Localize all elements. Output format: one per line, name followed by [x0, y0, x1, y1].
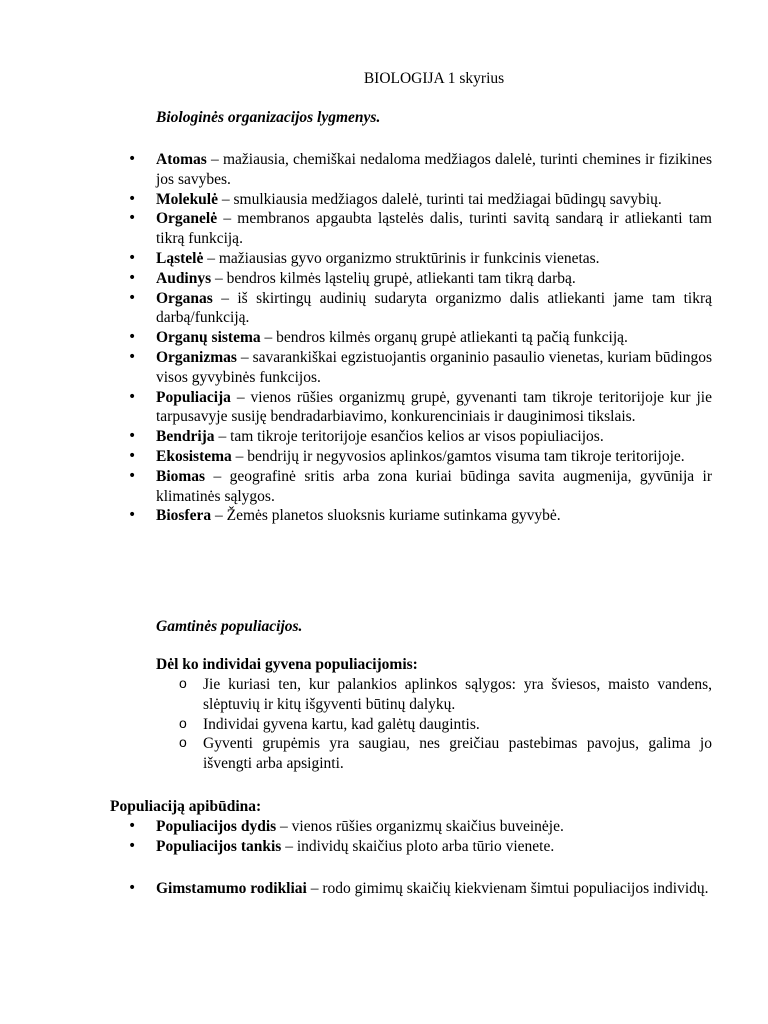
term: Organelė: [156, 210, 218, 228]
organization-levels-list: [156, 150, 712, 526]
list-item: [156, 190, 712, 210]
definition: – bendrijų ir negyvosios aplinkos/gamtos visuma tam tikroje teritorijoje.: [231, 447, 685, 465]
definition: – vienos rūšies organizmų skaičius buveinėje.: [276, 818, 564, 835]
population-characteristics-list-2: [156, 879, 712, 899]
term: Bendrija: [156, 428, 215, 446]
list-item: o Jie kuriasi ten, kur palankios aplinkos sąlygos: yra šviesos, maisto vandens, slėptuvių ir kitų išgyventi būtinų dalykų.: [203, 675, 712, 715]
list-item: o Gyventi grupėmis yra saugiau, nes greičiau pastebimas pavojus, galima jo išvengti arba apsiginti.: [203, 734, 712, 774]
term: Molekulė: [156, 190, 218, 208]
list-item: [156, 328, 712, 348]
term: Gimstamumo rodikliai: [156, 880, 307, 897]
definition: – Žemės planetos sluoksnis kuriame sutinkama gyvybė.: [211, 507, 561, 525]
list-item: [156, 348, 712, 388]
list-item: [156, 467, 712, 507]
term: Audinys: [156, 269, 212, 287]
section-heading-population-characteristics: Populiaciją apibūdina:: [110, 798, 262, 815]
term: Ekosistema: [156, 447, 232, 465]
list-item: [156, 249, 712, 269]
list-item: [156, 837, 712, 857]
definition: – geografinė sritis arba zona kuriai būdinga savita augmenija, gyvūnija ir klimatinės sąlygos.: [156, 467, 712, 505]
list-item: [156, 879, 712, 899]
definition: – vienos rūšies organizmų grupė, gyvenanti tam tikroje teritorijoje kur jie tarpusavyje susiję bendradarbiavimo, konkurenciniais ir dauginimosi tikslais.: [156, 388, 712, 426]
subheading-why-populations: Dėl ko individai gyvena populiacijomis:: [156, 656, 418, 673]
definition: – savarankiškai egzistuojantis organinio pasaulio vienetas, kuriam būdingos visos gyvybinės funkcijos.: [156, 348, 712, 386]
term: Biomas: [156, 467, 206, 485]
term: Populiacijos dydis: [156, 818, 277, 835]
term: Atomas: [156, 151, 207, 168]
list-item: [156, 427, 712, 447]
population-characteristics-list: [156, 817, 712, 857]
section-heading-organization-levels: Biologinės organizacijos lygmenys.: [156, 109, 381, 126]
term: Organų sistema: [156, 329, 261, 347]
definition: – smulkiausia medžiagos dalelė, turinti tai medžiagai būdingų savybių.: [218, 190, 662, 208]
list-item: o Individai gyvena kartu, kad galėtų daugintis.: [203, 715, 712, 735]
list-item: [156, 209, 712, 249]
term: Organas: [156, 289, 213, 307]
list-item: [156, 817, 712, 837]
definition: – mažiausia, chemiškai nedaloma medžiagos dalelė, turinti chemines ir fizikines jos savybes.: [156, 151, 712, 188]
definition: – tam tikroje teritorijoje esančios kelios ar visos popiuliacijos.: [214, 428, 604, 446]
definition: – bendros kilmės organų grupė atliekanti tą pačią funkciją.: [260, 329, 628, 347]
definition: – mažiausias gyvo organizmo struktūrinis ir funkcinis vienetas.: [203, 249, 600, 267]
term: Organizmas: [156, 348, 237, 366]
definition: – iš skirtingų audinių sudaryta organizmo dalis atliekanti jame tam tikrą darbą/funkciją.: [156, 289, 712, 327]
definition: – membranos apgaubta ląstelės dalis, turinti savitą sandarą ir atliekanti tam tikrą funkciją.: [156, 210, 712, 248]
list-item: [156, 150, 712, 190]
definition: – rodo gimimų skaičių kiekvienam šimtui populiacijos individų.: [306, 880, 709, 897]
list-item: [156, 388, 712, 428]
list-item: [156, 447, 712, 467]
term: Biosfera: [156, 507, 212, 525]
list-item: [156, 289, 712, 329]
definition: – individų skaičius ploto arba tūrio vienete.: [281, 837, 555, 855]
reasons-list: [203, 675, 712, 774]
list-item: [156, 506, 712, 526]
document-title: BIOLOGIJA 1 skyrius: [363, 70, 505, 87]
definition: – bendros kilmės ląstelių grupė, atliekanti tam tikrą darbą.: [211, 269, 576, 287]
term: Ląstelė: [156, 249, 204, 267]
section-heading-natural-populations: Gamtinės populiacijos.: [156, 618, 303, 635]
term: Populiacija: [156, 388, 231, 406]
list-item: [156, 269, 712, 289]
term: Populiacijos tankis: [156, 837, 282, 855]
